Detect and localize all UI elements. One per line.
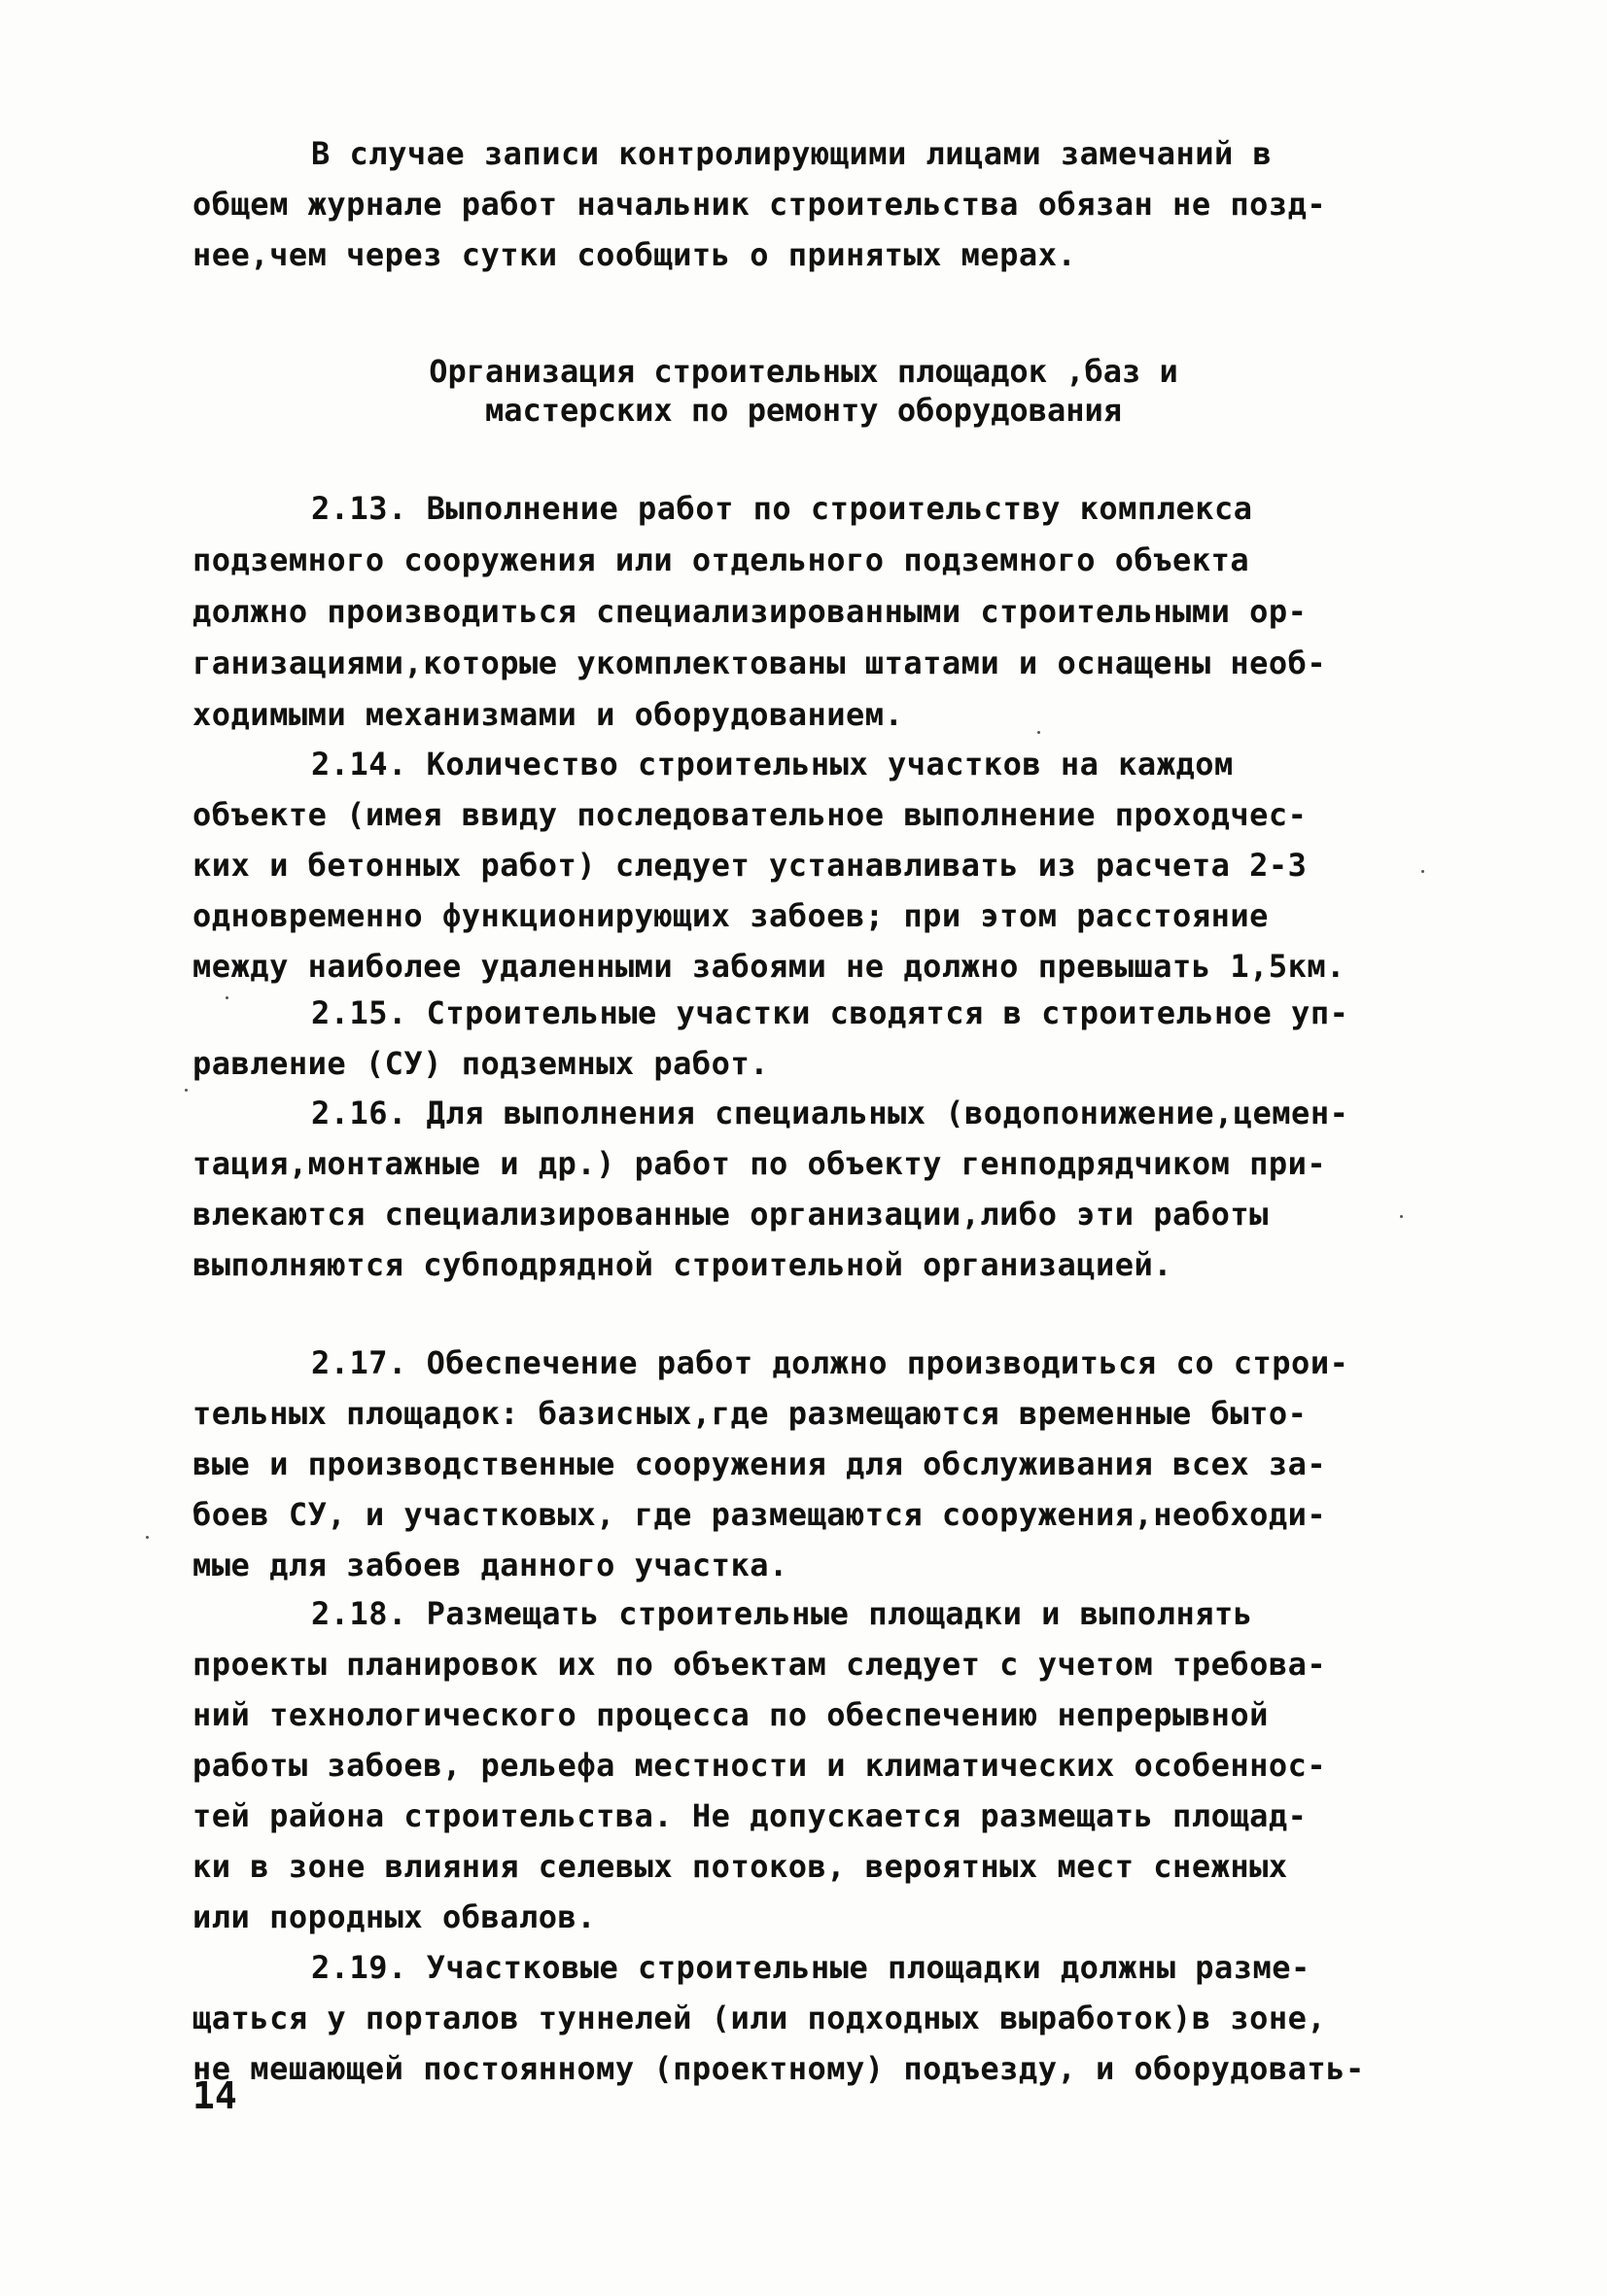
- scan-speck: [146, 1536, 149, 1539]
- intro-line-1: В случае записи контролирующими лицами замечаний в: [311, 135, 1273, 172]
- paragraph-2-19-line: 2.19. Участковые строительные площадки должны разме-: [311, 1949, 1310, 1986]
- paragraph-2-17-line: 2.17. Обеспечение работ должно производиться со строи-: [311, 1344, 1349, 1381]
- paragraph-2-16-line: влекаются специализированные организации,либо эти работы: [192, 1196, 1269, 1233]
- scan-speck: [1421, 870, 1424, 873]
- paragraph-2-14-line: ких и бетонных работ) следует устанавливать из расчета 2-3: [192, 847, 1308, 884]
- paragraph-2-13-line: ганизациями,которые укомплектованы штатами и оснащены необ-: [192, 644, 1327, 681]
- paragraph-2-17-line: вые и производственные сооружения для обслуживания всех за-: [192, 1445, 1327, 1482]
- scan-speck: [1400, 1215, 1403, 1218]
- paragraph-2-13-line: ходимыми механизмами и оборудованием.: [192, 696, 904, 733]
- page-number: 14: [192, 2074, 237, 2117]
- paragraph-2-13-line: должно производиться специализированными строительными ор-: [192, 593, 1308, 630]
- scan-speck: [226, 996, 228, 999]
- paragraph-2-19-line: щаться у порталов туннелей (или подходных выработок)в зоне,: [192, 2000, 1327, 2036]
- paragraph-2-15-line: равление (СУ) подземных работ.: [192, 1045, 769, 1082]
- paragraph-2-18-line: или породных обвалов.: [192, 1898, 597, 1935]
- paragraph-2-14-line: одновременно функционирующих забоев; при этом расстояние: [192, 897, 1269, 934]
- scan-speck: [1037, 731, 1040, 734]
- paragraph-2-13-line: 2.13. Выполнение работ по строительству комплекса: [311, 490, 1253, 527]
- paragraph-2-17-line: тельных площадок: базисных,где размещаются временные быто-: [192, 1395, 1308, 1432]
- paragraph-2-15-line: 2.15. Строительные участки сводятся в строительное уп-: [311, 994, 1349, 1031]
- paragraph-2-18-line: проекты планировок их по объектам следует с учетом требова-: [192, 1646, 1327, 1683]
- intro-line-3: нее,чем через сутки сообщить о принятых мерах.: [192, 236, 1077, 273]
- paragraph-2-14-line: объекте (имея ввиду последовательное выполнение проходчес-: [192, 796, 1308, 833]
- paragraph-2-16-line: 2.16. Для выполнения специальных (водопонижение,цемен-: [311, 1095, 1349, 1131]
- paragraph-2-14-line: 2.14. Количество строительных участков на каждом: [311, 746, 1234, 783]
- section-heading-line-1: Организация строительных площадок ,баз и: [429, 353, 1178, 390]
- paragraph-2-18-line: ний технологического процесса по обеспечению непрерывной: [192, 1696, 1269, 1733]
- paragraph-2-19-line: не мешающей постоянному (проектному) подъезду, и оборудовать-: [192, 2050, 1365, 2087]
- paragraph-2-16-line: тация,монтажные и др.) работ по объекту генподрядчиком при-: [192, 1145, 1327, 1182]
- paragraph-2-17-line: боев СУ, и участковых, где размещаются сооружения,необходи-: [192, 1496, 1327, 1533]
- paragraph-2-13-line: подземного сооружения или отдельного подземного объекта: [192, 541, 1250, 578]
- scan-speck: [185, 1089, 188, 1092]
- paragraph-2-18-line: ки в зоне влияния селевых потоков, вероятных мест снежных: [192, 1848, 1288, 1885]
- paragraph-2-17-line: мые для забоев данного участка.: [192, 1547, 788, 1583]
- intro-line-2: общем журнале работ начальник строительства обязан не позд-: [192, 186, 1327, 223]
- paragraph-2-14-line: между наиболее удаленными забоями не должно превышать 1,5км.: [192, 948, 1345, 985]
- paragraph-2-18-line: 2.18. Размещать строительные площадки и выполнять: [311, 1595, 1253, 1632]
- section-heading-line-2: мастерских по ремонту оборудования: [484, 392, 1123, 429]
- paragraph-2-16-line: выполняются субподрядной строительной организацией.: [192, 1246, 1173, 1283]
- paragraph-2-18-line: работы забоев, рельефа местности и климатических особеннос-: [192, 1747, 1327, 1784]
- paragraph-2-18-line: тей района строительства. Не допускается размещать площад-: [192, 1797, 1308, 1834]
